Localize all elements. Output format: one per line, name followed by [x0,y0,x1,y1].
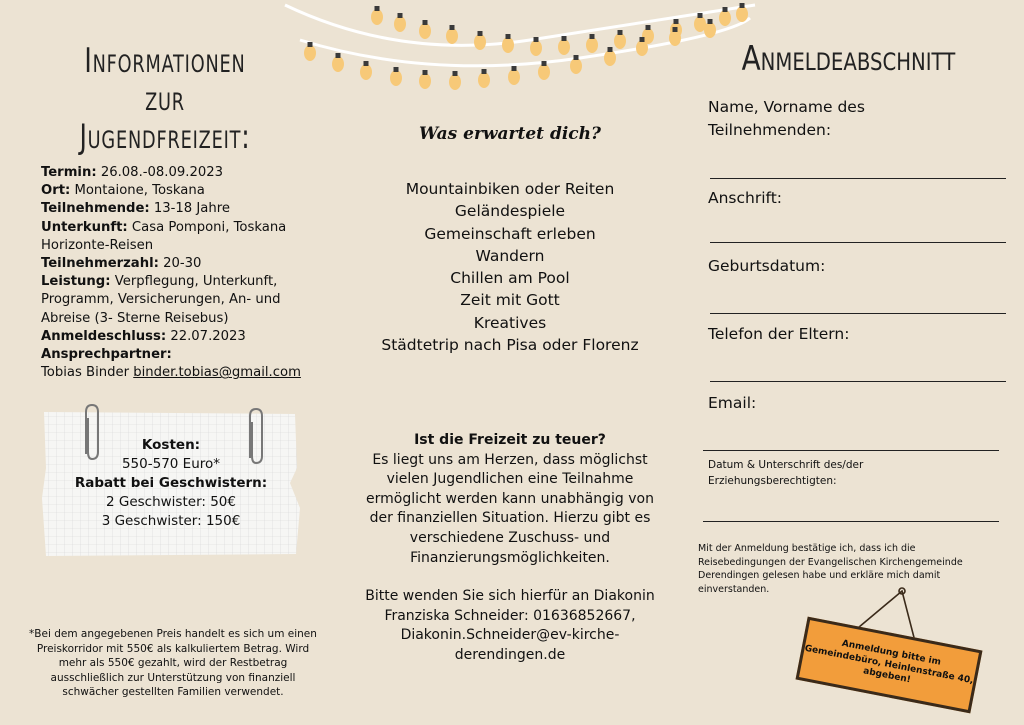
info-heading [63,42,268,156]
bulb-socket [478,31,483,36]
info-value: Casa Pomponi, Toskana Horizonte-Reisen [41,219,287,253]
bulb-socket [375,6,380,11]
light-bulb-icon [371,9,383,25]
activities-list [360,178,660,356]
light-bulb-icon [446,28,458,44]
info-row [41,200,311,218]
price-footnote: *Bei dem angegebenen Preis handelt es sich um einen Preiskorridor mit 550€ als kalkuliertem Betrag. Wird mehr als 550€ gezahlt, wird der Restbetrag ausschließlich zur Unterstützung von finanziell schwächer gestellten Familien verwendet. [29,628,317,698]
field-line-name[interactable] [710,178,1006,179]
bulb-socket [364,61,369,66]
field-label-email: Email: [708,394,757,412]
light-bulb-icon [719,10,731,26]
bulb-socket [698,13,703,18]
light-bulb-icon [508,69,520,85]
info-row [41,255,311,273]
light-bulb-icon [394,16,406,32]
bulb-socket [708,19,713,24]
light-bulb-icon [669,30,681,46]
bulb-socket [646,25,651,30]
light-bulb-icon [304,45,316,61]
string-lights-decoration [280,0,760,95]
funding-title: Ist die Freizeit zu teuer? [414,432,606,448]
info-label: Ansprechpartner: [41,347,172,363]
costs-block [40,436,302,531]
contact-row [41,364,311,382]
bulb-socket [673,27,678,32]
light-bulb-icon [704,22,716,38]
light-bulb-icon [586,37,598,53]
bulb-socket [394,67,399,72]
activity-item: Zeit mit Gott [460,291,560,310]
bulb-socket [674,19,679,24]
funding-section [360,431,660,666]
bulb-socket [398,13,403,18]
bulb-socket [640,37,645,42]
funding-contact: Bitte wenden Sie sich hierfür an Diakonin Franziska Schneider: 01636852667, Diakonin.Schneider@ev-kirche-derendingen.de [365,588,655,663]
info-list [41,164,311,382]
bulb-socket [482,69,487,74]
info-label: Unterkunft: [41,219,128,235]
info-row [41,328,311,346]
consent-text: Mit der Anmeldung bestätige ich, dass ich die Reisebedingungen der Evangelischen Kirchengemeinde Derendingen gelesen habe und erkläre mich damit einverstanden. [698,543,963,595]
bulb-socket [590,34,595,39]
expect-title: Was erwartet dich? [419,124,601,144]
activity-item: Städtetrip nach Pisa oder Florenz [381,336,639,355]
light-bulb-icon [419,23,431,39]
bulb-socket [423,20,428,25]
info-heading-line2: Jugendfreizeit: [79,117,251,157]
field-line-birthdate[interactable] [710,313,1006,314]
registration-heading: Anmeldeabschnitt [741,39,956,79]
info-row [41,164,311,182]
info-value: Verpflegung, Unterkunft, Programm, Versicherungen, An- und Abreise (3- Sterne Reisebus) [41,274,281,326]
bulb-socket [574,55,579,60]
contact-email-link[interactable]: binder.tobias@gmail.com [133,365,301,381]
activity-item: Mountainbiken oder Reiten [405,180,615,198]
bulb-socket [534,37,539,42]
light-bulb-icon [636,40,648,56]
info-value: 26.08.-08.09.2023 [96,165,224,180]
light-bulb-icon [449,74,461,90]
field-label-signature: Datum & Unterschrift des/der Erziehungsberechtigten: [708,459,864,487]
funding-text: Es liegt uns am Herzen, dass möglichst vielen Jugendlichen eine Teilnahme ermöglicht werden kann unabhängig von der finanziellen Situation. Hierzu gibt es verschiedene Zuschuss- und Finanzierungsmöglichkeiten. [366,451,654,566]
bulb-socket [618,30,623,35]
info-heading-line1: Informationen zur [84,41,246,119]
discount-title: Rabatt bei Geschwistern: [74,475,268,491]
info-label: Termin: [41,165,97,180]
light-bulb-icon [478,72,490,88]
info-label: Ort: [41,183,71,199]
activity-item: Geländespiele [454,202,566,221]
info-row [41,182,311,200]
discount-2-siblings: 2 Geschwister: 50€ [105,494,236,510]
dropoff-sign-text: Anmeldung bitte im Gemeindebüro, Heinlenstraße 40, abgeben! [803,638,975,686]
light-bulb-icon [419,73,431,89]
light-bulb-icon [360,64,372,80]
info-value: 13-18 Jahre [149,201,230,217]
contact-name: Tobias Binder [41,365,134,381]
bulb-socket [723,7,728,12]
info-label: Anmeldeschluss: [41,328,167,344]
bulb-socket [506,34,511,39]
info-row [41,219,311,255]
light-bulb-icon [570,58,582,74]
field-line-parents-phone[interactable] [710,381,1006,382]
activity-item: Wandern [475,246,545,265]
light-bulb-icon [530,40,542,56]
field-label-name: Name, Vorname des Teilnehmenden: [708,98,865,139]
bulb-socket [740,3,745,8]
bulb-socket [308,42,313,47]
bulb-socket [453,71,458,76]
bulb-socket [512,66,517,71]
bulb-socket [542,61,547,66]
field-label-parents-phone: Telefon der Eltern: [708,325,850,343]
light-bulb-icon [614,33,626,49]
info-label: Teilnehmerzahl: [41,256,159,272]
light-bulb-icon [502,37,514,53]
light-bulb-icon [538,64,550,80]
field-line-address[interactable] [710,242,1006,243]
info-label: Leistung: [41,274,111,290]
light-bulb-icon [736,6,748,22]
bulb-socket [336,53,341,58]
field-line-email[interactable] [703,450,999,451]
light-bulb-icon [390,70,402,86]
discount-3-siblings: 3 Geschwister: 150€ [101,513,241,529]
info-label: Teilnehmende: [41,201,150,217]
info-value: 22.07.2023 [166,328,246,344]
bulb-socket [450,25,455,30]
info-value: 20-30 [158,256,202,272]
light-bulb-icon [558,39,570,55]
light-bulb-icon [332,56,344,72]
light-bulb-icon [604,50,616,66]
activity-item: Chillen am Pool [450,269,570,288]
activity-item: Kreatives [473,313,547,332]
info-row [41,273,311,328]
field-label-address: Anschrift: [708,189,783,207]
costs-title: Kosten: [141,437,201,453]
bulb-socket [562,36,567,41]
costs-price: 550-570 Euro* [121,456,221,472]
field-line-signature[interactable] [703,521,999,522]
activity-item: Gemeinschaft erleben [424,224,596,243]
bulb-socket [608,47,613,52]
info-value: Montaione, Toskana [70,183,205,199]
field-label-birthdate: Geburtsdatum: [708,257,826,275]
light-bulb-icon [474,34,486,50]
info-row [41,346,311,364]
bulb-socket [423,70,428,75]
